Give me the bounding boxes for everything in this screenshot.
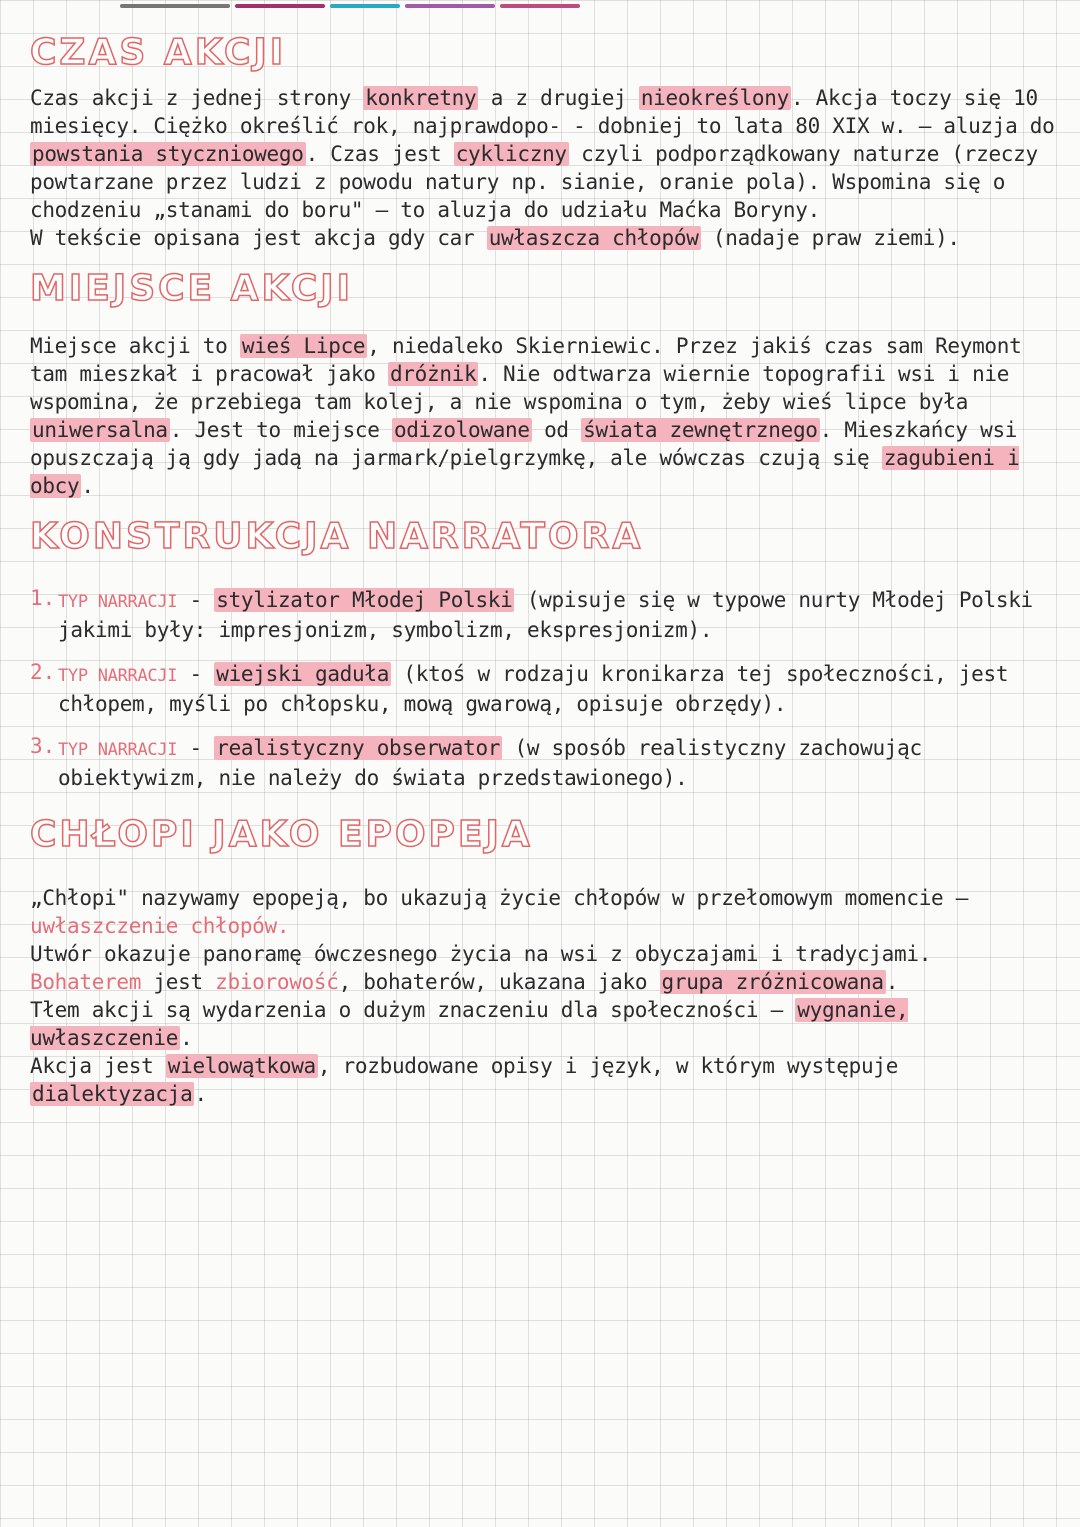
top-strip-2	[235, 4, 325, 8]
item-label: TYP NARRACJI	[58, 592, 178, 612]
text: .	[81, 474, 94, 498]
highlight: nieokreślony	[640, 86, 789, 110]
section-text	[30, 224, 1060, 252]
highlight: wygnanie, uwłaszczenie	[30, 998, 909, 1050]
section-text: Utwór okazuje panoramę ówczesnego życia na wsi z obyczajami i tradycjami.	[30, 942, 932, 966]
top-strip-4	[405, 4, 495, 8]
text: , rozbudowane opisy i język, w którym występuje	[317, 1054, 899, 1078]
notes-page	[30, 30, 1060, 1108]
text: jest	[141, 970, 216, 994]
text: (ktoś w rodzaju kronikarza tej społeczności, jest chłopem, myśli po chłopsku, mową gwarową, opisuje obrzędy).	[58, 662, 1009, 716]
text: , bohaterów, ukazana jako	[338, 970, 660, 994]
section-chlopi-jako-epopeja	[30, 812, 1060, 1108]
text: Miejsce akcji to	[30, 334, 240, 358]
item-text: TYP NARRACJI - realistyczny obserwator (w sposób realistyczny zachowując obiektywizm, nie należy do świata przedstawionego).	[58, 736, 922, 790]
text: . Nie odtwarza wiernie topografii wsi i nie wspomina, że przebiega tam kolej, a nie wspomina o tym, żeby wieś lipce była	[30, 362, 1010, 414]
text: , niedaleko Skierniewic. Przez jakiś czas sam Reymont tam mieszkał i pracował jako	[30, 334, 1022, 386]
section-czas-akcji	[30, 30, 1060, 252]
section-title: MIEJSCE AKCJI	[30, 268, 354, 309]
text: .	[180, 1026, 193, 1050]
highlight: świata zewnętrznego	[583, 418, 818, 442]
highlight: dialektyzacja	[32, 1082, 193, 1106]
section-title: KONSTRUKCJA NARRATORA	[30, 516, 644, 557]
section-title: CHŁOPI JAKO EPOPEJA	[30, 814, 533, 855]
item-label: TYP NARRACJI	[58, 740, 178, 760]
highlight: wieś Lipce	[241, 334, 366, 358]
highlight: konkretny	[365, 86, 477, 110]
notebook-top-edge	[0, 0, 1080, 14]
text: (nadaje praw ziemi).	[700, 226, 960, 250]
text: . Mieszkańcy wsi opuszczają ją gdy jadą na jarmark/pielgrzymkę, ale wówczas czują się	[30, 418, 1018, 470]
text: (w sposób realistyczny zachowując obiektywizm, nie należy do świata przedstawionego).	[58, 736, 922, 790]
text: „Chłopi" nazywamy epopeją, bo ukazują życie chłopów w przełomowym momencie –	[30, 886, 969, 910]
section-konstrukcja-narratora	[30, 514, 1060, 792]
section-text	[30, 1052, 1060, 1108]
section-text	[30, 968, 1060, 996]
highlight: realistyczny obserwator	[216, 736, 501, 760]
text: od	[531, 418, 582, 442]
text: . Akcja toczy się 10 miesięcy. Ciężko określić rok, najprawdopo- - dobniej to lata 80 XIX w. – aluzja do	[30, 86, 1055, 138]
item-number: 1.	[30, 586, 56, 610]
list-item	[30, 660, 1060, 718]
highlight: uniwersalna	[32, 418, 168, 442]
highlight: zagubieni i obcy	[30, 446, 1020, 498]
section-text	[30, 996, 1060, 1052]
list-item	[30, 734, 1060, 792]
pink-text: Bohaterem	[30, 970, 142, 994]
section-text	[30, 84, 1060, 224]
section-miejsce-akcji	[30, 266, 1060, 500]
top-strip-1	[120, 4, 230, 8]
item-text: TYP NARRACJI - stylizator Młodej Polski (wpisuje się w typowe nurty Młodej Polski jakimi były: impresjonizm, symbolizm, ekspresjonizm).	[58, 588, 1033, 642]
highlight: wiejski gaduła	[216, 662, 390, 686]
text: . Jest to miejsce	[169, 418, 392, 442]
text: (wpisuje się w typowe nurty Młodej Polski jakimi były: impresjonizm, symbolizm, ekspresjonizm).	[58, 588, 1033, 642]
text: czyli podporządkowany naturze (rzeczy powtarzane przez ludzi z powodu natury np. sianie, oranie pola). Wspomina się o chodzeniu „stanami do boru" – to aluzja do udziału Maćka Boryny.	[30, 142, 1038, 222]
highlight: cykliczny	[455, 142, 567, 166]
section-title: CZAS AKCJI	[30, 32, 287, 73]
highlight: wielowątkowa	[167, 1054, 316, 1078]
text: .	[194, 1082, 207, 1106]
list-item	[30, 586, 1060, 644]
text: W tekście opisana jest akcja gdy car	[30, 226, 487, 250]
pink-text: zbiorowość	[215, 970, 339, 994]
text: Czas akcji z jednej strony	[30, 86, 364, 110]
item-number: 2.	[30, 660, 56, 684]
text: Tłem akcji są wydarzenia o dużym znaczeniu dla społeczności –	[30, 998, 796, 1022]
item-number: 3.	[30, 734, 56, 758]
highlight: grupa zróżnicowana	[661, 970, 884, 994]
highlight: dróżnik	[389, 362, 477, 386]
text: . Czas jest	[305, 142, 454, 166]
section-text	[30, 884, 1060, 940]
pink-text: uwłaszczenie chłopów.	[30, 914, 290, 938]
text: Akcja jest	[30, 1054, 166, 1078]
highlight: odizolowane	[393, 418, 530, 442]
section-text	[30, 332, 1060, 500]
highlight: stylizator Młodej Polski	[216, 588, 513, 612]
item-text: TYP NARRACJI - wiejski gaduła (ktoś w rodzaju kronikarza tej społeczności, jest chłopem, myśli po chłopsku, mową gwarową, opisuje obrzędy).	[58, 662, 1009, 716]
highlight: powstania styczniowego	[32, 142, 304, 166]
top-strip-3	[330, 4, 400, 8]
highlight: uwłaszcza chłopów	[488, 226, 699, 250]
text: a z drugiej	[478, 86, 639, 110]
item-label: TYP NARRACJI	[58, 666, 178, 686]
text: .	[885, 970, 899, 994]
top-strip-5	[500, 4, 580, 8]
